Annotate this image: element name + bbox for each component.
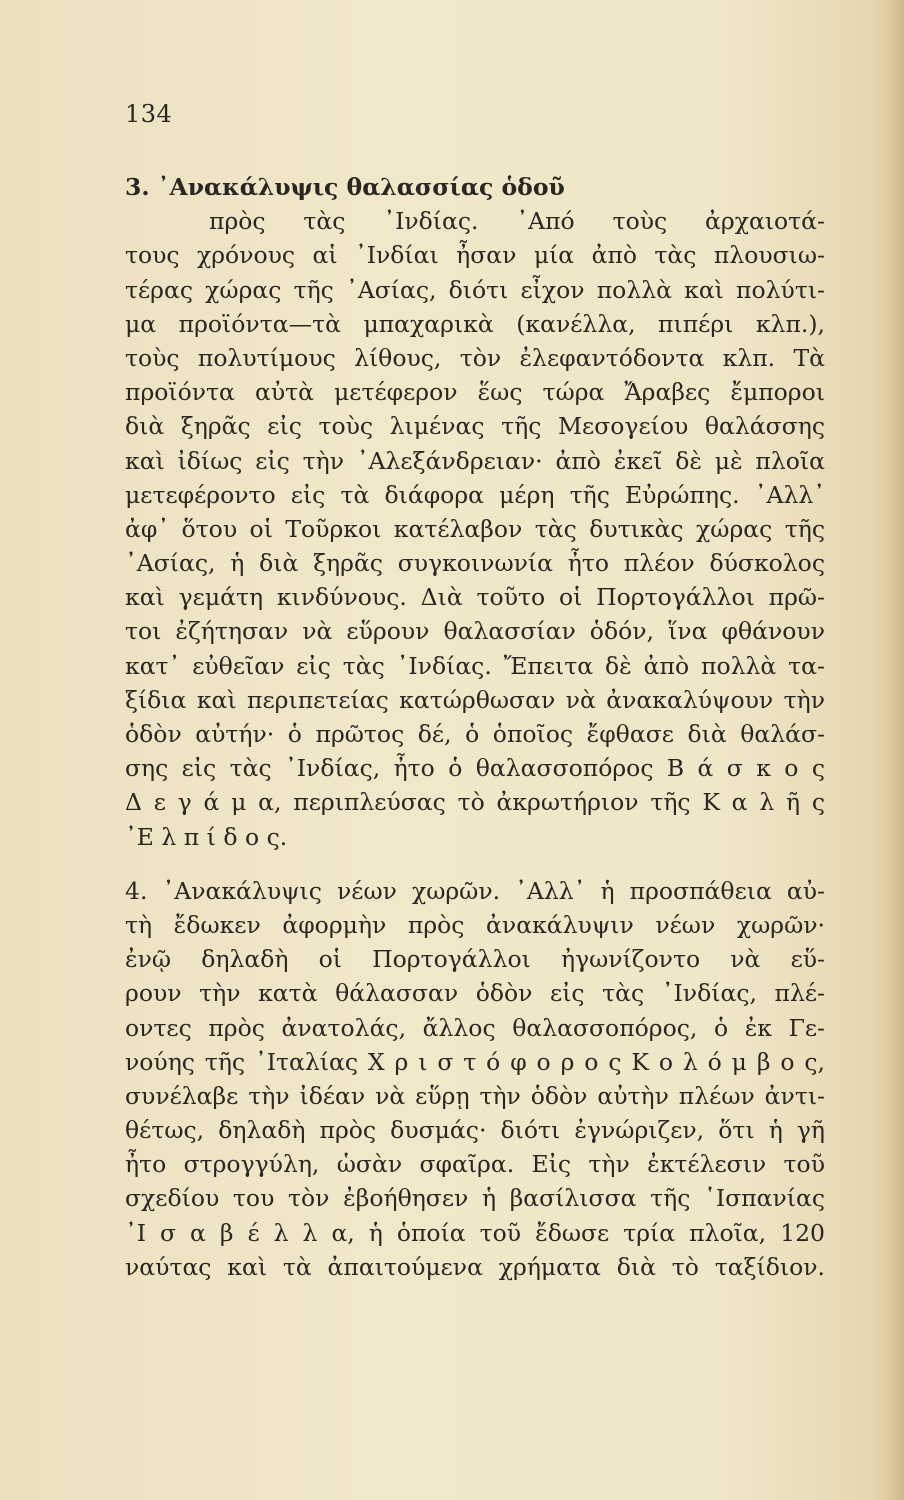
text-line: ναύτας καὶ τὰ ἀπαιτούμενα χρήματα διὰ τὸ ταξίδιον. bbox=[125, 1252, 825, 1281]
text-line: θέτως, δηλαδὴ πρὸς δυσμάς· διότι ἐγνώριζεν, ὅτι ἡ γῆ bbox=[125, 1116, 825, 1145]
text-line: μα προϊόντα—τὰ μπαχαρικὰ (κανέλλα, πιπέρι κλπ.), bbox=[125, 309, 825, 338]
text-line: τοι ἐζήτησαν νὰ εὕρουν θαλασσίαν ὁδόν, ἵνα φθάνουν bbox=[125, 617, 825, 646]
text-line: σχεδίου του τὸν ἐβοήθησεν ἡ βασίλισσα τῆς ῾Ισπανίας bbox=[125, 1184, 825, 1213]
section-3-paragraph bbox=[125, 170, 825, 854]
text-line: προϊόντα αὐτὰ μετέφερον ἕως τώρα Ἄραβες ἔμποροι bbox=[125, 378, 825, 407]
text-line: τοὺς πολυτίμους λίθους, τὸν ἐλεφαντόδοντα κλπ. Τὰ bbox=[125, 343, 825, 372]
text-line: ξίδια καὶ περιπετείας κατώρθωσαν νὰ ἀνακαλύψουν τὴν bbox=[125, 685, 825, 714]
page-number: 134 bbox=[125, 100, 173, 128]
text-line: τέρας χώρας τῆς ᾿Ασίας, διότι εἶχον πολλὰ καὶ πολύτι- bbox=[125, 275, 825, 304]
text-line: ᾿Ε λ π ί δ ο ς. bbox=[125, 822, 288, 851]
text-line: κατ᾿ εὐθεῖαν εἰς τὰς ᾿Ινδίας. Ἔπειτα δὲ ἀπὸ πολλὰ τα- bbox=[125, 651, 825, 680]
paragraph-gap bbox=[125, 854, 825, 874]
section-heading-line: 4. ᾿Ανακάλυψις νέων χωρῶν. ᾿Αλλ᾿ ἡ προσπάθεια αὐ- bbox=[125, 876, 825, 905]
text-line: νούης τῆς ᾿Ιταλίας Χ ρ ι σ τ ό φ ο ρ ο ς Κ ο λ ό μ β ο ς, bbox=[125, 1047, 825, 1076]
text-line: ᾿Ι σ α β έ λ λ α, ἡ ὁποία τοῦ ἔδωσε τρία πλοῖα, 120 bbox=[125, 1218, 825, 1247]
section-heading: 3. ᾿Ανακάλυψις θαλασσίας ὁδοῦ bbox=[125, 173, 565, 201]
text-line: καὶ ἰδίως εἰς τὴν ᾿Αλεξάνδρειαν· ἀπὸ ἐκεῖ δὲ μὲ πλοῖα bbox=[125, 446, 825, 475]
text-line: Δ ε γ ά μ α, περιπλεύσας τὸ ἀκρωτήριον τῆς Κ α λ ῆ ς bbox=[125, 788, 825, 817]
text-line: ἦτο στρογγύλη, ὡσὰν σφαῖρα. Εἰς τὴν ἐκτέλεσιν τοῦ bbox=[125, 1150, 825, 1179]
text-line: πρὸς τὰς ᾿Ινδίας. ᾿Από τοὺς ἀρχαιοτά- bbox=[209, 207, 825, 236]
text-line: ᾿Ασίας, ἡ διὰ ξηρᾶς συγκοινωνία ἦτο πλέον δύσκολος bbox=[125, 549, 825, 578]
text-line: διὰ ξηρᾶς εἰς τοὺς λιμένας τῆς Μεσογείου θαλάσσης bbox=[125, 412, 825, 441]
text-line: ρουν τὴν κατὰ θάλασσαν ὁδὸν εἰς τὰς ᾿Ινδίας, πλέ- bbox=[125, 979, 825, 1008]
section-4-paragraph bbox=[125, 874, 825, 1284]
text-line: τὴ ἔδωκεν ἀφορμὴν πρὸς ἀνακάλυψιν νέων χωρῶν· bbox=[125, 910, 825, 939]
page-edge bbox=[884, 0, 904, 1500]
text-line: σης εἰς τὰς ᾿Ινδίας, ἦτο ὁ θαλασσοπόρος Β ά σ κ ο ς bbox=[125, 754, 825, 783]
text-line: οντες πρὸς ἀνατολάς, ἄλλος θαλασσοπόρος, ὁ ἐκ Γε- bbox=[125, 1013, 825, 1042]
text-body bbox=[125, 170, 825, 1284]
text-line: ἐνῷ δηλαδὴ οἱ Πορτογάλλοι ἠγωνίζοντο νὰ εὕ- bbox=[125, 945, 825, 974]
text-line: συνέλαβε τὴν ἰδέαν νὰ εὕρῃ τὴν ὁδὸν αὐτὴν πλέων ἀντι- bbox=[125, 1081, 825, 1110]
text-line: ὁδὸν αὐτήν· ὁ πρῶτος δέ, ὁ ὁποῖος ἔφθασε διὰ θαλάσ- bbox=[125, 720, 825, 748]
text-line: ἀφ᾿ ὅτου οἱ Τοῦρκοι κατέλαβον τὰς δυτικὰς χώρας τῆς bbox=[125, 514, 825, 543]
text-line: καὶ γεμάτη κινδύνους. Διὰ τοῦτο οἱ Πορτογάλλοι πρῶ- bbox=[125, 583, 825, 612]
text-line: τους χρόνους αἱ ᾿Ινδίαι ἦσαν μία ἀπὸ τὰς πλουσιω- bbox=[125, 241, 825, 270]
text-line: μετεφέροντο εἰς τὰ διάφορα μέρη τῆς Εὐρώπης. ᾿Αλλ᾿ bbox=[125, 480, 825, 509]
